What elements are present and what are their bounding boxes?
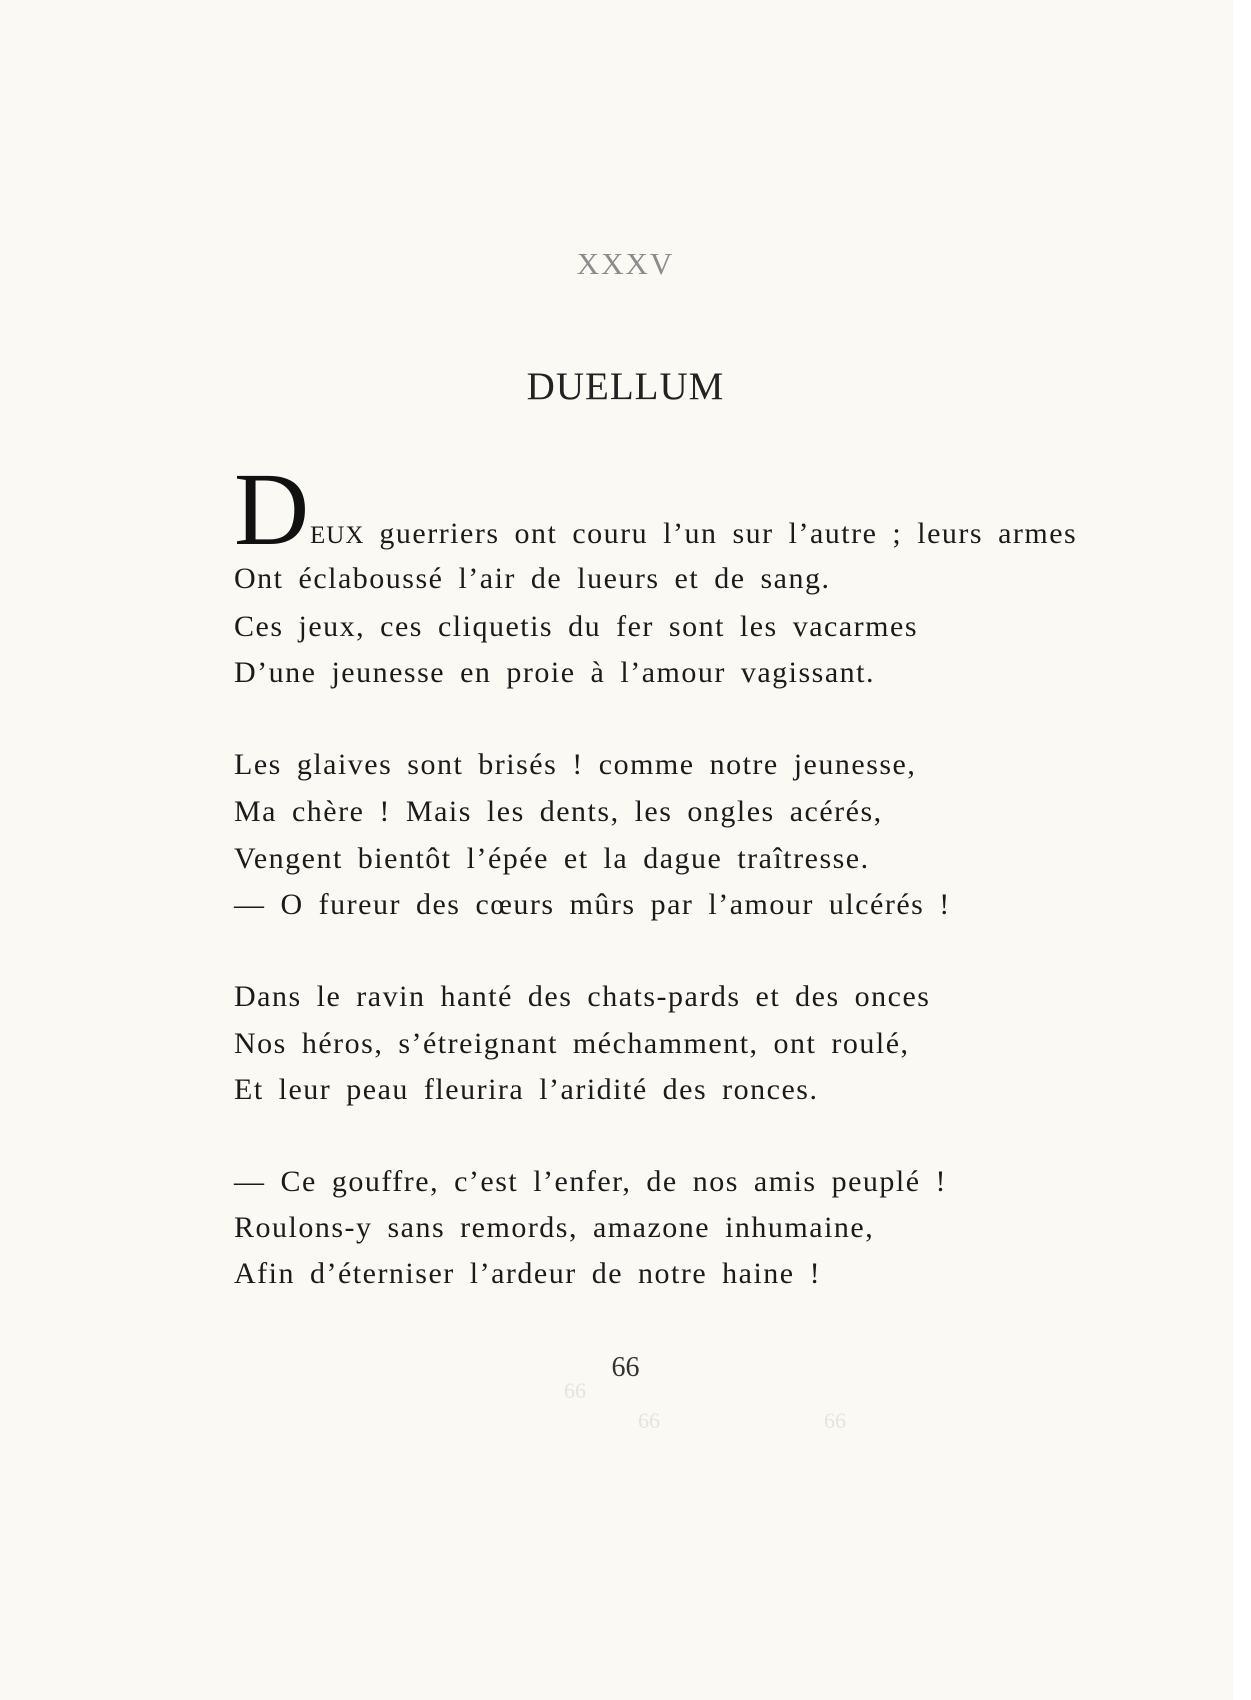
poem-title: DUELLUM: [526, 365, 725, 408]
poem-line: Ont éclaboussé l’air de lueurs et de sang.: [234, 562, 831, 595]
poem-line: Vengent bientôt l’épée et la dague traîtresse.: [234, 842, 870, 875]
first-line-smallcaps: EUX: [310, 522, 365, 549]
poem-line: Et leur peau fleurira l’aridité des ronces.: [234, 1073, 819, 1106]
section-numeral: XXXV: [576, 246, 675, 281]
poem-line: Roulons-y sans remords, amazone inhumaine,: [234, 1211, 875, 1244]
poem-line: Nos héros, s’étreignant méchamment, ont roulé,: [234, 1027, 910, 1060]
poem-line: Ma chère ! Mais les dents, les ongles acérés,: [234, 795, 883, 828]
bleed-through-mark: 66: [564, 1378, 586, 1403]
poem-line: — O fureur des cœurs mûrs par l’amour ulcérés !: [234, 888, 951, 921]
poem-line: Afin d’éterniser l’ardeur de notre haine !: [234, 1257, 822, 1290]
first-line-text: [310, 517, 1077, 551]
poem-line: D’une jeunesse en proie à l’amour vagissant.: [234, 656, 875, 689]
bleed-through-mark: 66: [638, 1408, 660, 1433]
poem-line: Dans le ravin hanté des chats-pards et des onces: [234, 980, 931, 1013]
drop-cap: D: [234, 452, 310, 567]
poem-line: Ces jeux, ces cliquetis du fer sont les vacarmes: [234, 610, 918, 643]
first-line-continuation: guerriers ont couru l’un sur l’autre ; leurs armes: [364, 517, 1078, 550]
bleed-through-mark: 66: [824, 1408, 846, 1433]
poem-line: — Ce gouffre, c’est l’enfer, de nos amis peuplé !: [234, 1165, 948, 1198]
poem-line: Les glaives sont brisés ! comme notre jeunesse,: [234, 748, 917, 781]
page-number: 66: [611, 1352, 640, 1383]
